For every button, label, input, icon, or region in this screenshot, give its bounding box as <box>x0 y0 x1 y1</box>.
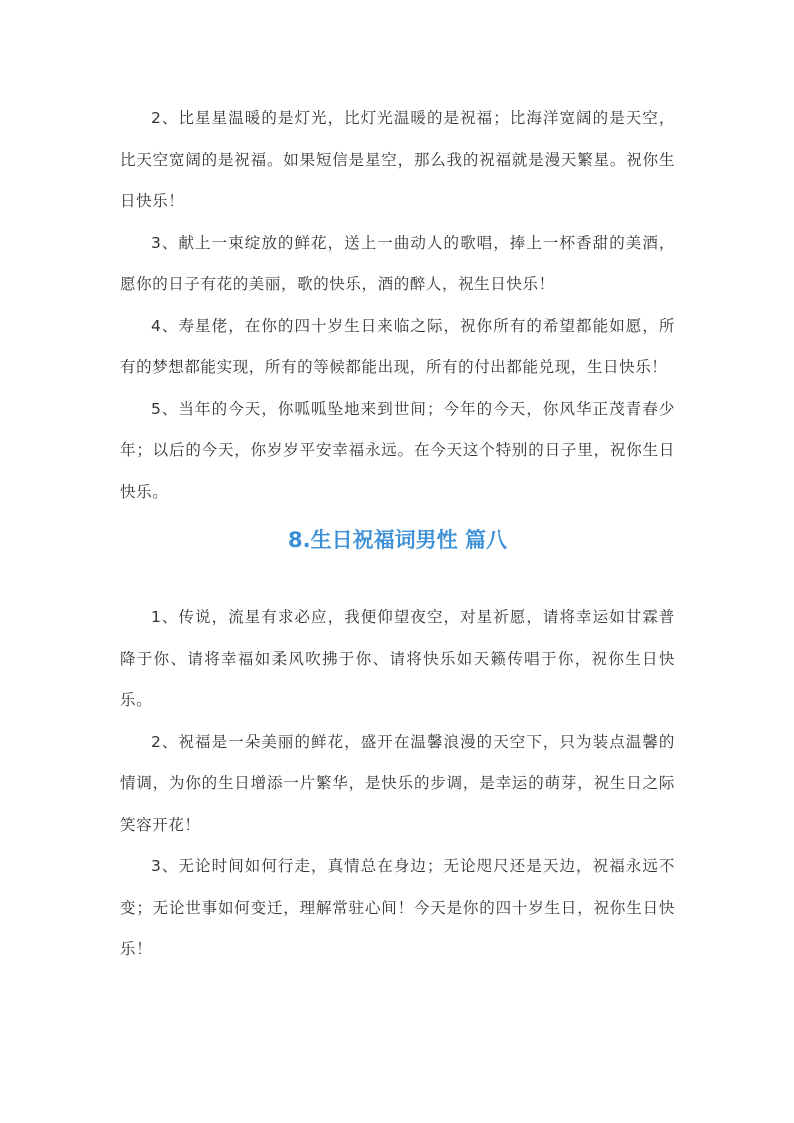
paragraph-wish-3: 3、无论时间如何行走，真情总在身边；无论咫尺还是天边，祝福永远不变；无论世事如何变迁，理解常驻心间！今天是你的四十岁生日，祝你生日快乐！ <box>120 857 675 958</box>
paragraph-wish-2: 2、祝福是一朵美丽的鲜花，盛开在温馨浪漫的天空下，只为装点温馨的情调，为你的生日增添一片繁华，是快乐的步调，是幸运的萌芽，祝生日之际笑容开花！ <box>120 732 675 834</box>
section-heading: 8.生日祝福词男性 篇八 <box>288 528 507 552</box>
document-page <box>120 98 675 971</box>
paragraph-wish-1: 1、传说，流星有求必应，我便仰望夜空，对星祈愿，请将幸运如甘霖普降于你、请将幸福如柔风吹拂于你、请将快乐如天籁传唱于你，祝你生日快乐。 <box>120 608 675 709</box>
paragraph-wish-4: 4、寿星佬，在你的四十岁生日来临之际，祝你所有的希望都能如愿，所有的梦想都能实现，所有的等候都能出现，所有的付出都能兑现，生日快乐！ <box>120 316 675 376</box>
paragraph-wish-2: 2、比星星温暖的是灯光，比灯光温暖的是祝福；比海洋宽阔的是天空，比天空宽阔的是祝福。如果短信是星空，那么我的祝福就是漫天繁星。祝你生日快乐！ <box>120 109 675 210</box>
paragraph-wish-3: 3、献上一束绽放的鲜花，送上一曲动人的歌唱，捧上一杯香甜的美酒，愿你的日子有花的美丽，歌的快乐，酒的醉人，祝生日快乐！ <box>120 233 675 293</box>
paragraph-wish-5: 5、当年的今天，你呱呱坠地来到世间；今年的今天，你风华正茂青春少年；以后的今天，你岁岁平安幸福永远。在今天这个特别的日子里，祝你生日快乐。 <box>120 399 675 501</box>
